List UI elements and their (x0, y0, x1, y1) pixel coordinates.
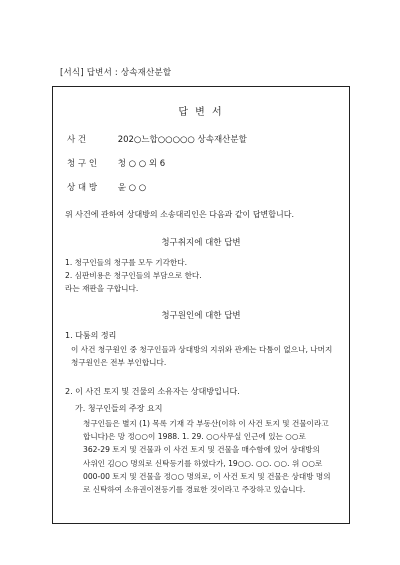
paragraph-line: 로 신탁하여 소유권이전등기를 경료한 것이라고 주장하고 있습니다. (83, 485, 306, 495)
paragraph-line: 000-00 토지 및 건물을 정○○ 명의로, 이 사건 토지 및 건물은 상대방 명의 (83, 471, 331, 481)
respondent-value: 윤 ○ ○ (117, 183, 147, 193)
item2-title: 2. 이 사건 토지 및 건물의 소유자는 상대방입니다. (65, 387, 240, 396)
document-box (52, 86, 350, 524)
answer-list (65, 256, 202, 296)
answer-item: 1. 청구인들의 청구를 모두 기각한다. (65, 258, 188, 267)
item1-paragraph (71, 343, 332, 369)
intro-text: 위 사건에 관하여 상대방의 소송대리인은 다음과 같이 답변합니다. (65, 210, 294, 219)
case-value: 202○느합○○○○○ 상속재산분할 (117, 135, 247, 145)
item2a-title: 가. 청구인들의 주장 요지 (75, 404, 163, 413)
paragraph-line: 청구인들은 별지 (1) 목록 기재 각 부동산(이하 이 사건 토지 및 건물이라고 (83, 419, 329, 428)
case-field (67, 133, 247, 145)
paragraph-line: 362-29 토지 및 건물과 이 사건 토지 및 건물을 매수함에 있어 상대방의 (83, 445, 320, 455)
paragraph-line: 이 사건 청구원인 중 청구인들과 상대방의 지위와 관계는 다툼이 없으나, 나머지 (71, 345, 333, 354)
form-label: [서식] 답변서 : 상속재산분할 (60, 68, 172, 78)
claimant-label: 청 구 인 (67, 159, 98, 169)
claimant-field (67, 157, 165, 169)
case-label: 사 건 (67, 135, 87, 145)
answer-item: 2. 심판비용은 청구인들의 부담으로 한다. (65, 271, 202, 281)
section-heading-cause: 청구원인에 대한 답변 (161, 311, 241, 321)
respondent-label: 상 대 방 (67, 183, 98, 193)
document-title: 답 변 서 (178, 107, 224, 118)
paragraph-line: 사위인 김○○ 명의로 신탁등기를 하였다가, 19○○. ○○. ○○. 위 ○○로 (83, 458, 323, 468)
paragraph-line: 합니다)은 망 정○○이 1988. 1. 29. ○○사무실 인근에 있는 ○○로 (83, 432, 306, 442)
section-heading-claim: 청구취지에 대한 답변 (161, 238, 241, 248)
item2a-paragraph (83, 417, 331, 496)
respondent-field (67, 181, 146, 193)
claimant-value: 청 ○ ○ 외 6 (117, 159, 166, 169)
answer-item: 라는 재판을 구합니다. (65, 284, 139, 294)
paragraph-line: 청구원인은 전부 부인합니다. (71, 358, 167, 368)
item1-title: 1. 다툼의 정리 (65, 331, 117, 340)
